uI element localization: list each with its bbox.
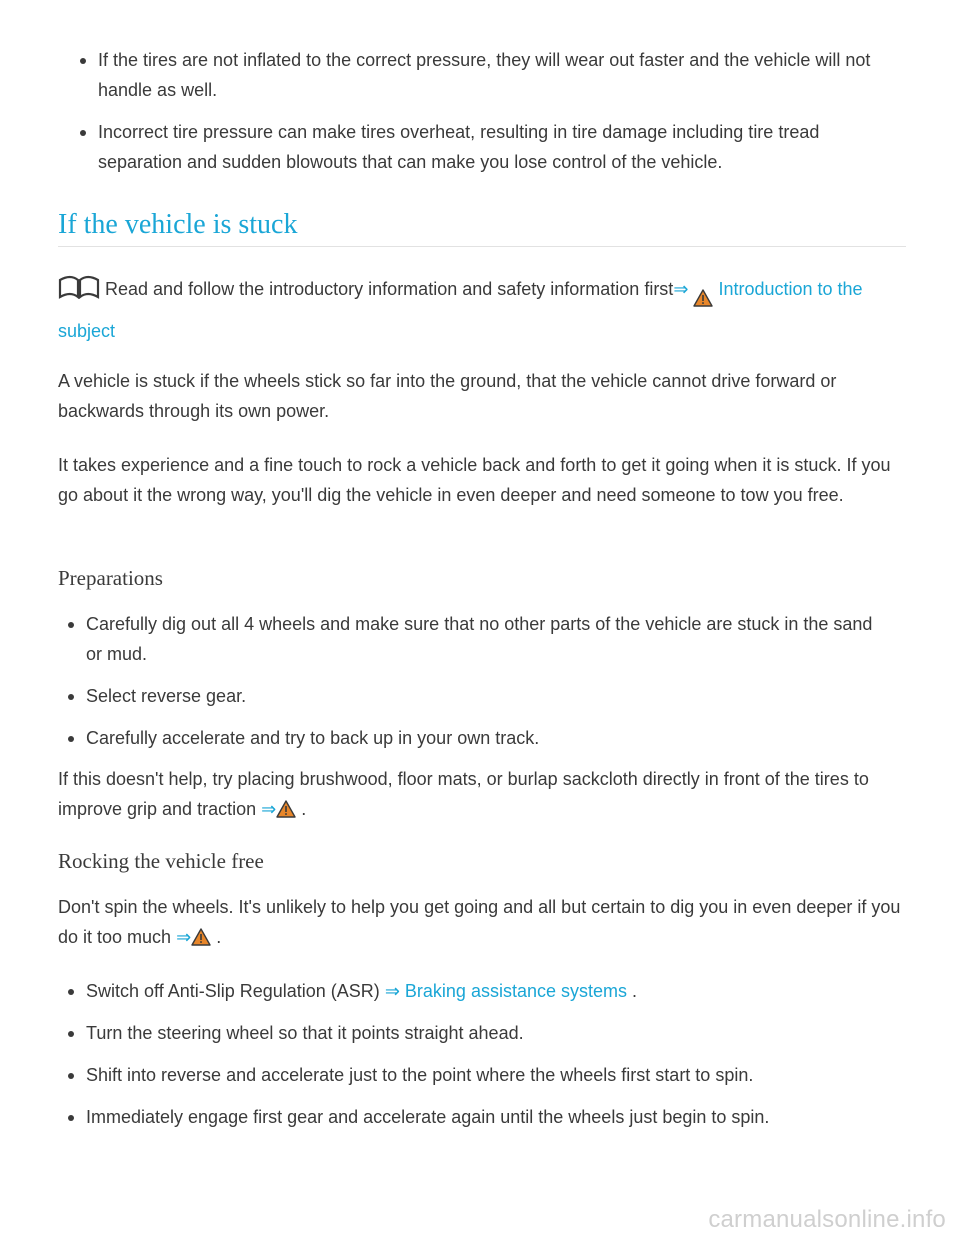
section-title: If the vehicle is stuck (58, 208, 906, 247)
list-item: Turn the steering wheel so that it points straight ahead. (86, 1018, 896, 1048)
rocking-advice: It takes experience and a fine touch to rock a vehicle back and forth to get it going when it is stuck. If you go about it the wrong way, you'll dig the vehicle in even deeper and need someone to tow you free. (58, 455, 891, 505)
rocking-end: . (216, 927, 222, 947)
rocking-paragraph (58, 892, 908, 955)
warning-triangle-icon (191, 925, 211, 955)
rocking-heading: Rocking the vehicle free (58, 849, 264, 873)
list-item: Incorrect tire pressure can make tires overheat, resulting in tire damage including tire tread separation and sudden blowouts that can make you lose control of the vehicle. (98, 117, 898, 177)
list-item: Carefully dig out all 4 wheels and make sure that no other parts of the vehicle are stuck in the sand or mud. (86, 609, 886, 669)
list-item: If the tires are not inflated to the correct pressure, they will wear out faster and the vehicle will not handle as well. (98, 45, 898, 105)
list-item: Immediately engage first gear and accelerate again until the wheels just begin to spin. (86, 1102, 896, 1132)
list-item: Select reverse gear. (86, 681, 886, 711)
rocking-text: Don't spin the wheels. It's unlikely to help you get going and all but certain to dig you in even deeper if you do it too much (58, 897, 901, 947)
preparations-heading: Preparations (58, 566, 163, 590)
asr-step-end: . (632, 981, 638, 1001)
list-item: Shift into reverse and accelerate just to the point where the wheels first start to spin. (86, 1060, 896, 1090)
watermark: carmanualsonline.info (708, 1206, 946, 1233)
preparations-list (86, 609, 886, 753)
introduction-link[interactable]: Introduction to the subject (58, 279, 863, 341)
rocking-steps-list (86, 976, 896, 1132)
braking-assistance-link[interactable]: ⇒ Braking assistance systems (384, 981, 627, 1001)
book-icon (58, 275, 100, 308)
warning-triangle-icon (276, 797, 296, 827)
warning-triangle-icon (693, 286, 713, 316)
rocking-arrow: ⇒ (176, 927, 192, 947)
intro-note (58, 274, 908, 346)
stuck-definition: A vehicle is stuck if the wheels stick so far into the ground, that the vehicle cannot drive forward or backwards through its own power. (58, 371, 837, 421)
preparations-note (58, 764, 908, 827)
intro-arrow: ⇒ (673, 279, 689, 299)
note-end: . (301, 799, 307, 819)
list-item: Carefully accelerate and try to back up in your own track. (86, 723, 886, 753)
list-item (86, 976, 896, 1006)
asr-step-text: Switch off Anti-Slip Regulation (ASR) (86, 981, 380, 1001)
intro-text: Read and follow the introductory information and safety information first (105, 279, 674, 299)
note-text: If this doesn't help, try placing brushwood, floor mats, or burlap sackcloth directly in front of the tires to improve grip and traction (58, 769, 869, 819)
note-arrow: ⇒ (261, 799, 277, 819)
tire-pressure-list (98, 45, 898, 177)
